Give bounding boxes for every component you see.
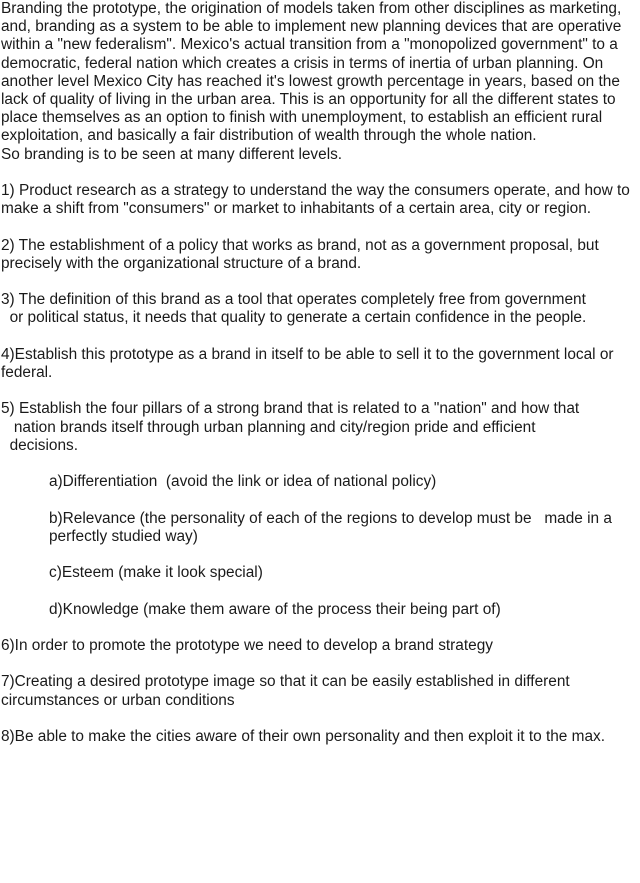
list-item-8: 8)Be able to make the cities aware of their own personality and then exploit it to the max.: [1, 727, 605, 745]
sub-item-d: d)Knowledge (make them aware of the process their being part of): [49, 600, 501, 618]
sub-item-b: b)Relevance (the personality of each of the regions to develop must be made in a perfectly studied way): [49, 509, 617, 545]
list-item-4: 4)Establish this prototype as a brand in itself to be able to sell it to the government local or federal.: [1, 345, 618, 381]
list-item-6: 6)In order to promote the prototype we need to develop a brand strategy: [1, 636, 493, 654]
sub-item-c: c)Esteem (make it look special): [49, 564, 263, 582]
list-item-2: 2) The establishment of a policy that works as brand, not as a government proposal, but precisely with the organizational structure of a brand.: [1, 236, 603, 272]
sub-item-a: a)Differentiation (avoid the link or idea of national policy): [49, 473, 437, 491]
list-item-1: 1) Product research as a strategy to understand the way the consumers operate, and how to make a shift from "consumers" or market to inhabitants of a certain area, city or region.: [1, 182, 635, 218]
list-item-7: 7)Creating a desired prototype image so that it can be easily established in different circumstances or urban conditions: [1, 673, 574, 709]
list-item-5: 5) Establish the four pillars of a strong brand that is related to a "nation" and how that nation brands itself through urban planning and city/region pride and efficient decisions.: [1, 400, 580, 454]
intro-tail: So branding is to be seen at many different levels.: [1, 145, 343, 163]
list-item-3: 3) The definition of this brand as a tool that operates completely free from government or political status, it needs that quality to generate a certain confidence in the people.: [1, 291, 587, 327]
intro-paragraph: Branding the prototype, the origination of models taken from other disciplines as marketing, and, branding as a system to be able to implement new planning devices that are operative within a "new federalism". Mexico's actual transition from a "monopolized government" to a democratic, federal nation which creates a crisis in terms of inertia of urban planning. On another level Mexico City has reached it's lowest growth percentage in years, based on the lack of quality of living in the urban area. This is an opportunity for all the different states to place themselves as an option to finish with unemployment, to establish an efficient rural exploitation, and basically a fair distribution of wealth through the whole nation.: [1, 0, 626, 145]
